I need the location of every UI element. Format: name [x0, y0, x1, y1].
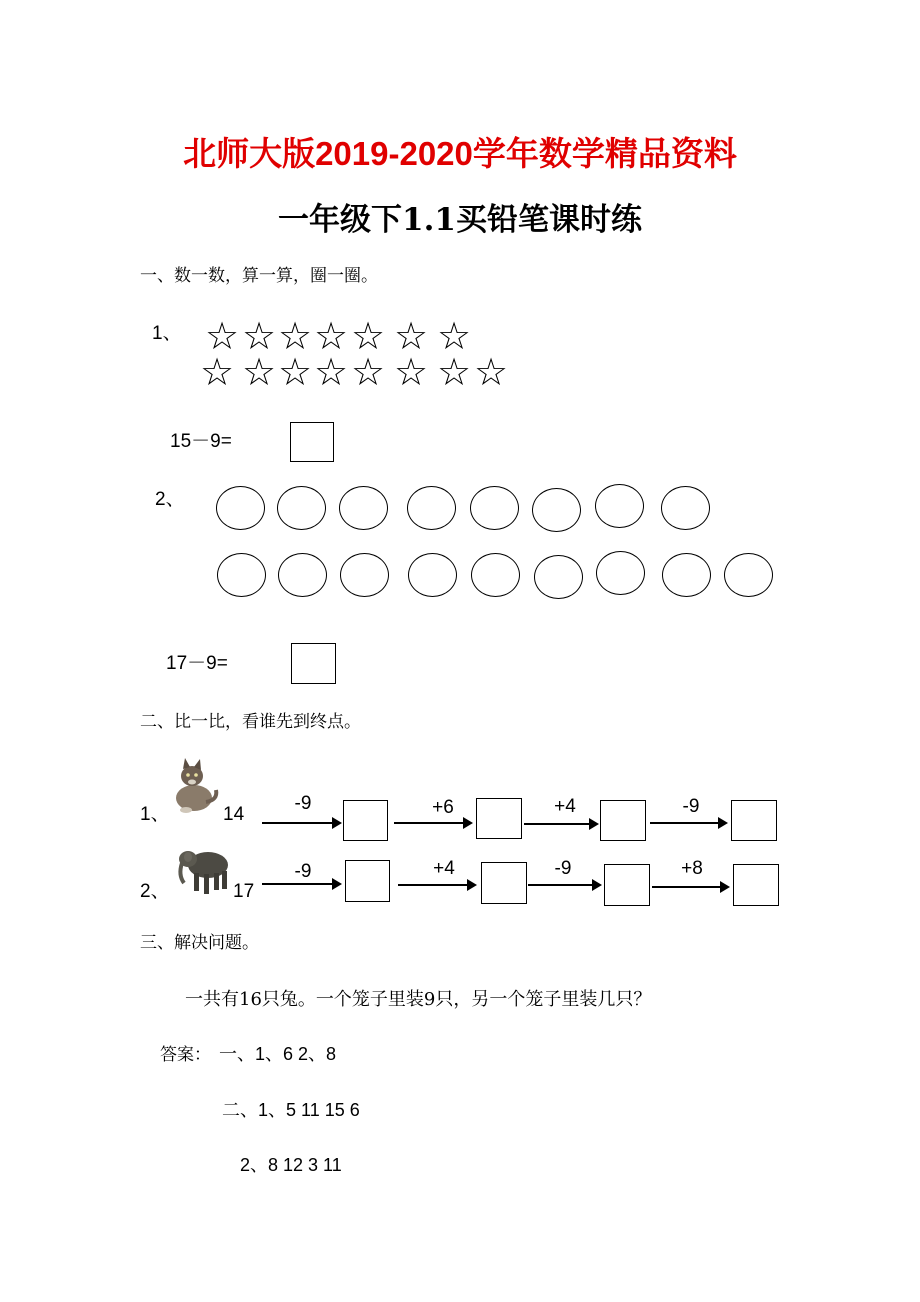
- star-icon: ☆: [437, 350, 472, 394]
- circle-shape: [408, 553, 457, 597]
- star-icon: ☆: [474, 350, 509, 394]
- q1-equation: 15－9=: [170, 431, 232, 452]
- star-icon: ☆: [351, 350, 386, 394]
- arrow-right-icon: [524, 823, 597, 825]
- star-icon: ☆: [205, 314, 240, 358]
- race2-op-1: -9: [294, 861, 312, 882]
- race1-box-2[interactable]: [476, 798, 522, 839]
- answer-label: 答案：: [160, 1045, 211, 1065]
- q2-answer-box[interactable]: [291, 643, 336, 684]
- circle-shape: [340, 553, 389, 597]
- elephant-icon: [174, 845, 234, 897]
- worksheet-title: 一年级下1.1买铅笔课时练: [278, 202, 642, 238]
- circle-shape: [278, 553, 327, 597]
- race2-box-1[interactable]: [345, 860, 390, 902]
- race2-box-3[interactable]: [604, 864, 650, 906]
- star-icon: ☆: [242, 350, 277, 394]
- arrow-right-icon: [528, 884, 600, 886]
- q1-label: 1、: [152, 323, 182, 344]
- star-icon: ☆: [314, 350, 349, 394]
- cat-icon: [172, 756, 220, 816]
- race2-op-4: +8: [681, 858, 703, 879]
- circle-shape: [339, 486, 388, 530]
- answer-line-2: 二、1、5 11 15 6: [222, 1100, 360, 1120]
- arrow-right-icon: [394, 822, 471, 824]
- section2-heading: 二、比一比，看谁先到终点。: [140, 712, 361, 732]
- circle-shape: [532, 488, 581, 532]
- race1-op-2: +6: [432, 797, 454, 818]
- race1-box-3[interactable]: [600, 800, 646, 841]
- circle-shape: [595, 484, 644, 528]
- section1-heading: 一、数一数，算一算，圈一圈。: [140, 266, 378, 286]
- arrow-right-icon: [650, 822, 726, 824]
- race1-label: 1、: [140, 804, 170, 825]
- race1-op-4: -9: [682, 796, 700, 817]
- race1-box-1[interactable]: [343, 800, 388, 841]
- race1-box-4[interactable]: [731, 800, 777, 841]
- race1-op-1: -9: [294, 793, 312, 814]
- banner-title: 北师大版2019-2020学年数学精品资料: [183, 135, 737, 172]
- star-icon: ☆: [351, 314, 386, 358]
- arrow-right-icon: [652, 886, 728, 888]
- q2-label: 2、: [155, 489, 185, 510]
- answer-line-3: 2、8 12 3 11: [240, 1155, 342, 1175]
- answer-line-1: [160, 1041, 336, 1068]
- race2-box-2[interactable]: [481, 862, 527, 904]
- race2-op-2: +4: [433, 858, 455, 879]
- circle-shape: [217, 553, 266, 597]
- circle-shape: [662, 553, 711, 597]
- race2-label: 2、: [140, 881, 170, 902]
- section3-heading: 三、解决问题。: [140, 933, 259, 953]
- star-icon: ☆: [314, 314, 349, 358]
- star-icon: ☆: [437, 314, 472, 358]
- circle-shape: [661, 486, 710, 530]
- arrow-right-icon: [262, 822, 340, 824]
- race2-start-number: 17: [233, 881, 255, 902]
- circle-shape: [596, 551, 645, 595]
- star-icon: ☆: [278, 314, 313, 358]
- arrow-right-icon: [262, 883, 340, 885]
- star-icon: ☆: [200, 350, 235, 394]
- race1-op-3: +4: [554, 796, 576, 817]
- arrow-right-icon: [398, 884, 475, 886]
- answer-line-1-text: 一、1、6 2、8: [219, 1044, 337, 1064]
- race2-op-3: -9: [554, 858, 572, 879]
- circle-shape: [470, 486, 519, 530]
- circle-shape: [724, 553, 773, 597]
- star-icon: ☆: [278, 350, 313, 394]
- circle-shape: [407, 486, 456, 530]
- word-problem: 一共有16只兔。一个笼子里装9只，另一个笼子里装几只？: [185, 989, 652, 1010]
- circle-shape: [471, 553, 520, 597]
- race2-box-4[interactable]: [733, 864, 779, 906]
- circle-shape: [277, 486, 326, 530]
- race1-start-number: 14: [223, 804, 245, 825]
- q1-answer-box[interactable]: [290, 422, 334, 462]
- star-icon: ☆: [242, 314, 277, 358]
- q2-equation: 17－9=: [166, 653, 228, 674]
- star-icon: ☆: [394, 314, 429, 358]
- circle-shape: [534, 555, 583, 599]
- circle-shape: [216, 486, 265, 530]
- star-icon: ☆: [394, 350, 429, 394]
